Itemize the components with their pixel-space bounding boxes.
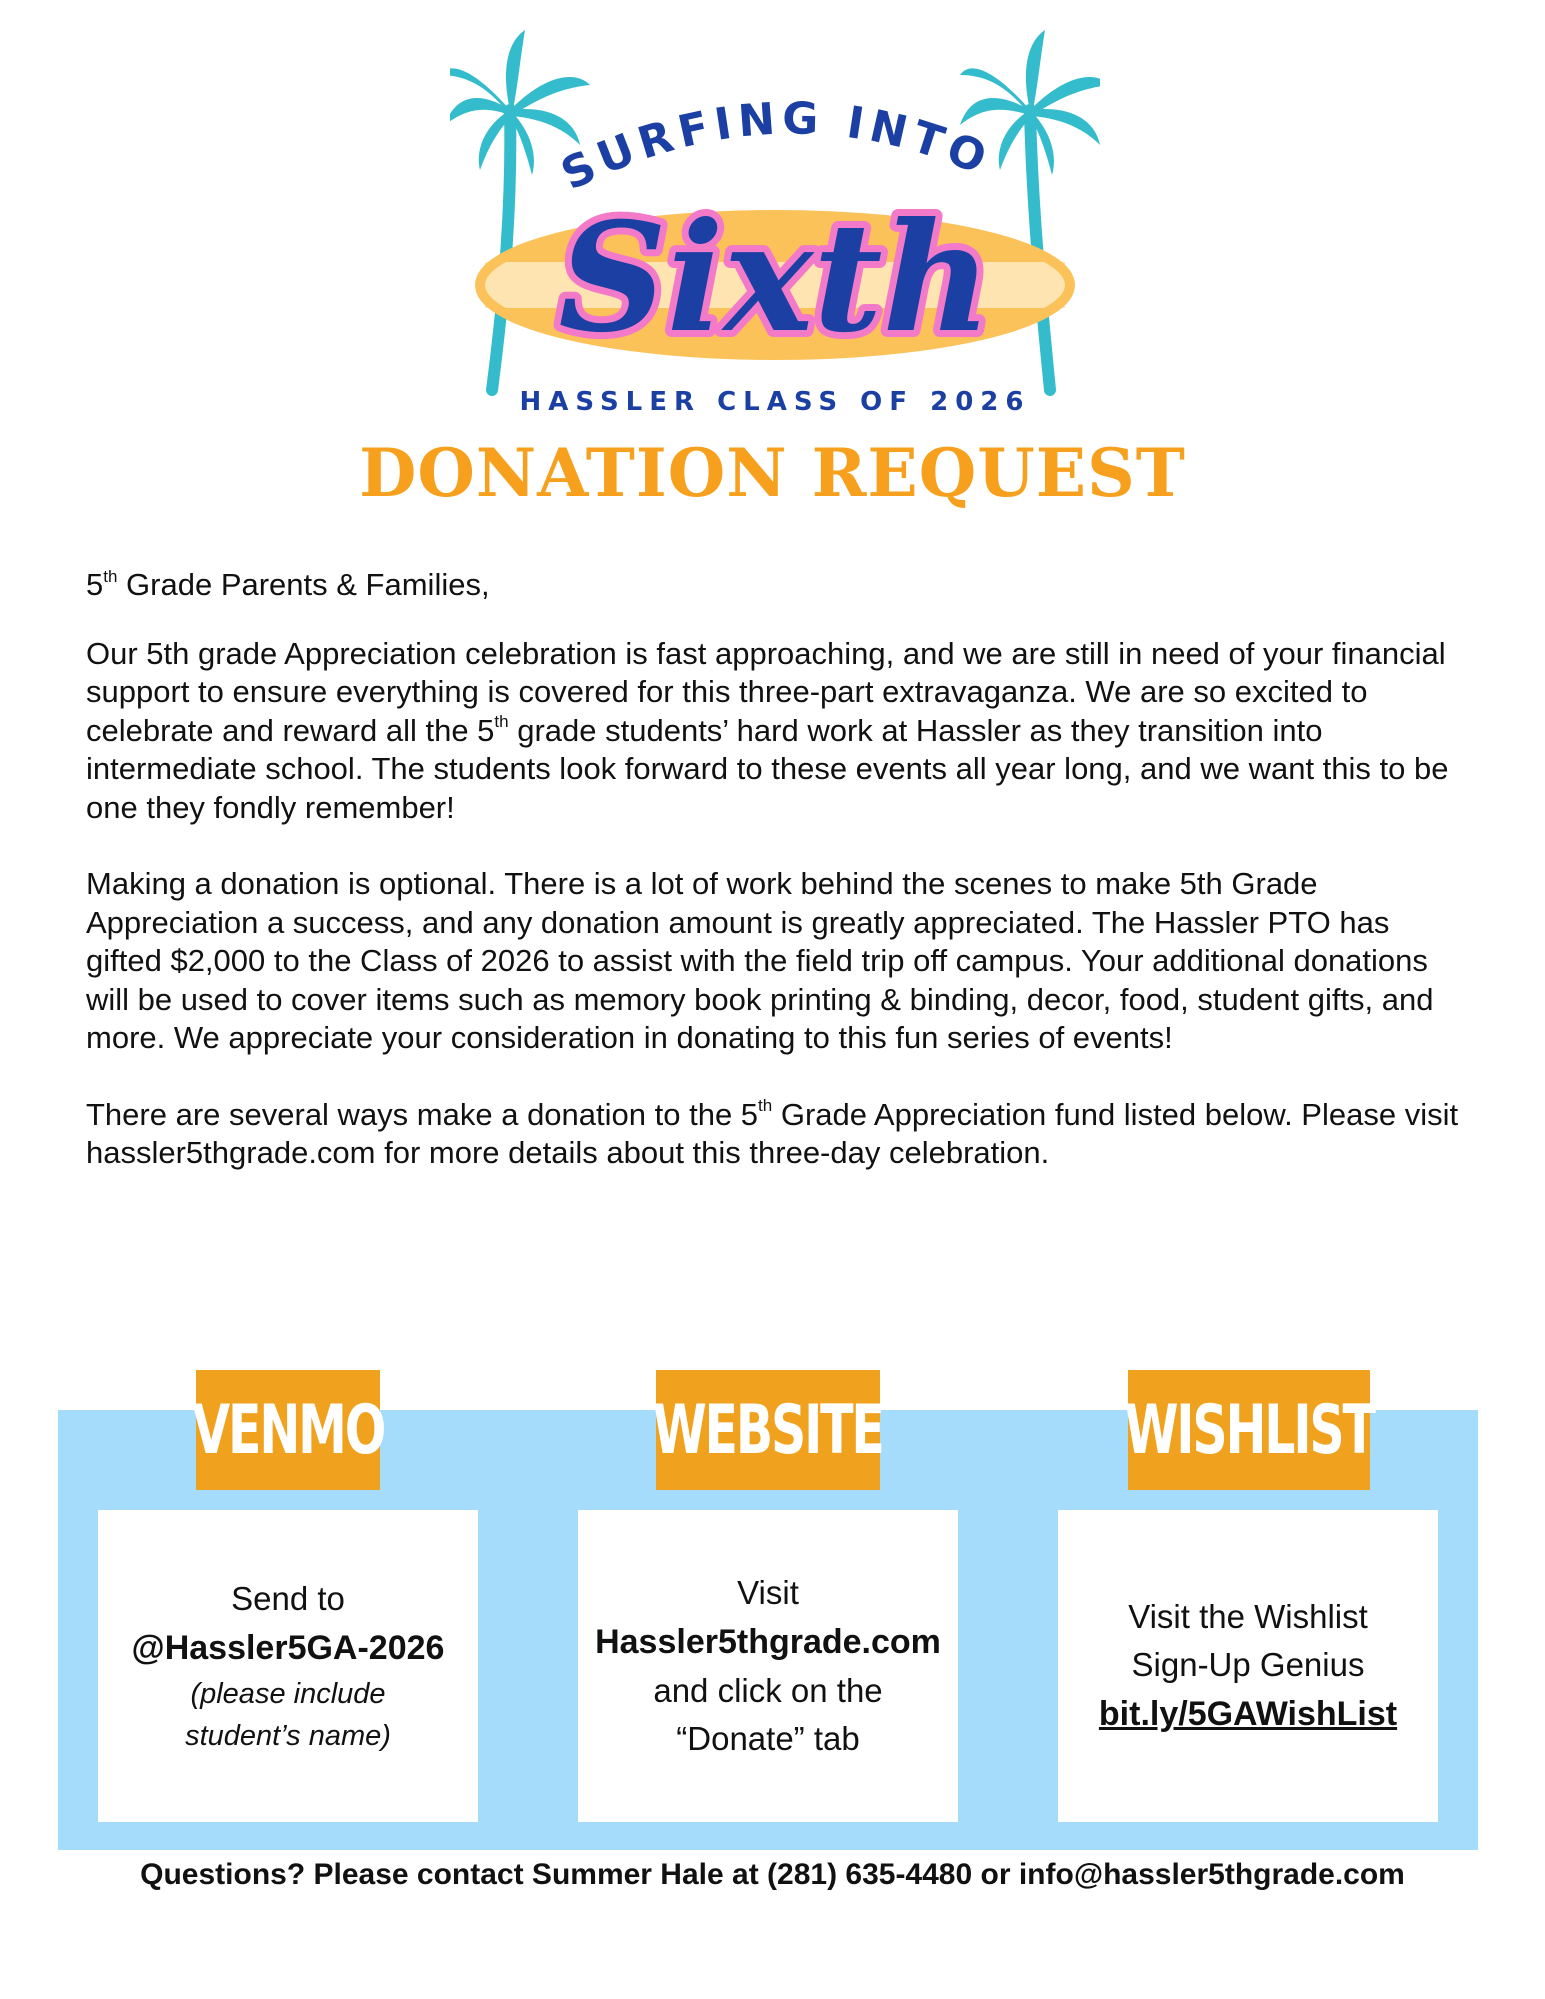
website-card bbox=[578, 1510, 958, 1822]
venmo-send-to: Send to bbox=[231, 1580, 345, 1617]
website-url[interactable]: Hassler5thgrade.com bbox=[595, 1623, 941, 1661]
greeting-text: 5 bbox=[86, 567, 104, 602]
wishlist-link[interactable]: bit.ly/5GAWishList bbox=[1098, 1695, 1398, 1733]
venmo-note-line-2: student’s name) bbox=[185, 1720, 391, 1752]
contact-footer: Questions? Please contact Summer Hale at (281) 635-4480 or info@hassler5thgrade.com bbox=[140, 1858, 1405, 1891]
venmo-handle[interactable]: @Hassler5GA-2026 bbox=[131, 1629, 445, 1667]
paragraph-3-text-rest: Grade Appreciation fund listed below. Please visit hassler5thgrade.com for more details about this three-day celebration. bbox=[86, 1096, 1459, 1170]
greeting-superscript: th bbox=[103, 566, 118, 586]
greeting-text-rest: Grade Parents & Families, bbox=[117, 567, 490, 602]
venmo-label-text: VENMO bbox=[192, 1390, 384, 1470]
wishlist-card bbox=[1058, 1510, 1438, 1822]
wishlist-visit: Visit the Wishlist bbox=[1128, 1598, 1368, 1635]
paragraph-3-text: There are several ways make a donation to the 5 bbox=[86, 1096, 759, 1132]
letter-body bbox=[86, 566, 1466, 1211]
paragraph-1-superscript: th bbox=[494, 712, 509, 732]
venmo-note-line-1: (please include bbox=[190, 1678, 386, 1710]
logo-class-text: HASSLER CLASS OF 2026 bbox=[519, 387, 1031, 417]
website-label-text: WEBSITE bbox=[653, 1390, 883, 1470]
logo-main-word: Sixth bbox=[558, 190, 992, 366]
paragraph-1-text-rest: grade students’ hard work at Hassler as they transition into intermediate school. The students look forward to these events all year long, and we want this to be one they fondly remember! bbox=[86, 712, 1449, 825]
website-instruction-1: and click on the bbox=[653, 1672, 883, 1709]
surfing-into-sixth-logo bbox=[450, 30, 1100, 430]
paragraph-1-text: Our 5th grade Appreciation celebration is fast approaching, and we are still in need of your financial support to ensure everything is covered for this three-part extravaganza. We are so excited to celebrate and reward all the 5 bbox=[86, 635, 1446, 748]
wishlist-label-text: WISHLIST bbox=[1124, 1390, 1374, 1470]
page-title: DONATION REQUEST bbox=[359, 434, 1186, 512]
venmo-label bbox=[192, 1370, 384, 1490]
paragraph-2: Making a donation is optional. There is a lot of work behind the scenes to make 5th Grade Appreciation a success, and any donation amount is greatly appreciated. The Hassler PTO has gifted $2,000 to the Class of 2026 to assist with the field trip off campus. Your additional donations will be used to cover items such as memory book printing & binding, decor, food, student gifts, and more. We appreciate your consideration in donating to this fun series of events! bbox=[86, 866, 1434, 1055]
wishlist-label bbox=[1124, 1370, 1374, 1490]
paragraph-3 bbox=[86, 1096, 1466, 1173]
website-label bbox=[653, 1370, 883, 1490]
website-visit: Visit bbox=[737, 1574, 799, 1611]
paragraph-3-superscript: th bbox=[758, 1096, 773, 1116]
greeting bbox=[86, 566, 1466, 605]
logo-arc-text: SURFING INTO bbox=[553, 93, 999, 201]
wishlist-signup: Sign-Up Genius bbox=[1131, 1646, 1365, 1683]
paragraph-1 bbox=[86, 635, 1466, 828]
website-instruction-2: “Donate” tab bbox=[676, 1720, 860, 1757]
venmo-card bbox=[98, 1510, 478, 1822]
